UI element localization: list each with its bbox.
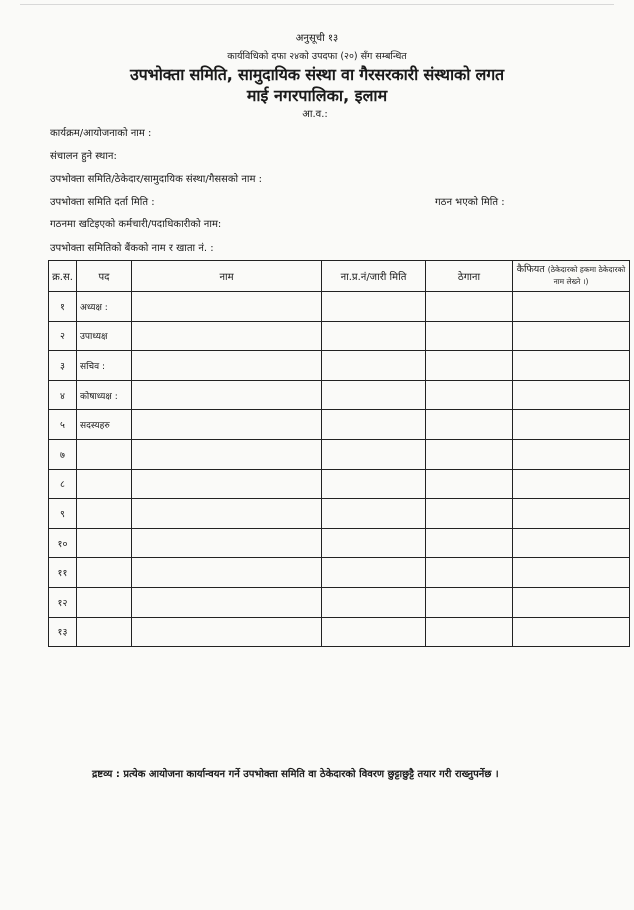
row-address-cell bbox=[426, 469, 513, 499]
row-name-cell bbox=[132, 321, 322, 351]
row-serial: १ bbox=[49, 292, 77, 322]
row-serial: ८ bbox=[49, 469, 77, 499]
col-header-remarks bbox=[513, 261, 630, 292]
row-address-cell bbox=[426, 617, 513, 647]
row-serial: ५ bbox=[49, 410, 77, 440]
row-name-cell bbox=[132, 528, 322, 558]
row-name-cell bbox=[132, 410, 322, 440]
formation-date-field: गठन भएको मिति : bbox=[435, 197, 505, 208]
row-name-cell bbox=[132, 292, 322, 322]
row-address-cell bbox=[426, 587, 513, 617]
committee-name-field: उपभोक्ता समिति/ठेकेदार/सामुदायिक संस्था/गैससको नाम : bbox=[50, 174, 262, 185]
row-name-cell bbox=[132, 499, 322, 529]
row-remarks-cell bbox=[513, 380, 630, 410]
col-header-citizenship: ना.प्र.नं/जारी मिति bbox=[322, 261, 426, 292]
fiscal-year-label: आ.व.: bbox=[302, 109, 328, 120]
row-citizenship-cell bbox=[322, 469, 426, 499]
row-citizenship-cell bbox=[322, 351, 426, 381]
row-position: कोषाध्यक्ष : bbox=[77, 380, 132, 410]
col-header-address: ठेगाना bbox=[426, 261, 513, 292]
row-position bbox=[77, 469, 132, 499]
table-row bbox=[49, 528, 630, 558]
row-citizenship-cell bbox=[322, 587, 426, 617]
row-serial: ३ bbox=[49, 351, 77, 381]
program-name-field: कार्यक्रम/आयोजनाको नाम : bbox=[50, 128, 152, 139]
row-address-cell bbox=[426, 558, 513, 588]
row-remarks-cell bbox=[513, 321, 630, 351]
row-remarks-cell bbox=[513, 469, 630, 499]
row-remarks-cell bbox=[513, 587, 630, 617]
table-row bbox=[49, 469, 630, 499]
table-row bbox=[49, 617, 630, 647]
col-header-sn: क्र.स. bbox=[49, 261, 77, 292]
row-serial: ७ bbox=[49, 439, 77, 469]
remarks-label: कैफियत bbox=[516, 264, 545, 275]
row-citizenship-cell bbox=[322, 410, 426, 440]
row-position bbox=[77, 439, 132, 469]
table-row bbox=[49, 351, 630, 381]
row-name-cell bbox=[132, 469, 322, 499]
row-remarks-cell bbox=[513, 528, 630, 558]
row-serial: ११ bbox=[49, 558, 77, 588]
row-name-cell bbox=[132, 617, 322, 647]
row-remarks-cell bbox=[513, 351, 630, 381]
rule-reference: कार्यविधिको दफा २४को उपदफा (२०) सँग सम्बन्धित bbox=[227, 51, 407, 62]
table-row bbox=[49, 410, 630, 440]
row-citizenship-cell bbox=[322, 528, 426, 558]
row-position bbox=[77, 499, 132, 529]
col-header-name: नाम bbox=[132, 261, 322, 292]
annex-label: अनुसूची १३ bbox=[295, 33, 339, 44]
table-row bbox=[49, 558, 630, 588]
row-position: उपाध्यक्ष bbox=[77, 321, 132, 351]
top-edge-line bbox=[20, 4, 614, 5]
municipality-title: माई नगरपालिका, इलाम bbox=[246, 86, 388, 105]
row-name-cell bbox=[132, 380, 322, 410]
row-address-cell bbox=[426, 528, 513, 558]
row-remarks-cell bbox=[513, 410, 630, 440]
form-title: उपभोक्ता समिति, सामुदायिक संस्था वा गैरसरकारी संस्थाको लगत bbox=[130, 65, 504, 84]
table-row bbox=[49, 292, 630, 322]
table-row bbox=[49, 321, 630, 351]
table-row bbox=[49, 439, 630, 469]
row-remarks-cell bbox=[513, 439, 630, 469]
row-name-cell bbox=[132, 558, 322, 588]
row-position bbox=[77, 617, 132, 647]
row-position bbox=[77, 587, 132, 617]
row-remarks-cell bbox=[513, 558, 630, 588]
row-citizenship-cell bbox=[322, 380, 426, 410]
table-row bbox=[49, 380, 630, 410]
row-citizenship-cell bbox=[322, 439, 426, 469]
row-position bbox=[77, 528, 132, 558]
row-serial: २ bbox=[49, 321, 77, 351]
row-name-cell bbox=[132, 587, 322, 617]
remarks-subnote: (ठेकेदारको हकमा ठेकेदारको नाम लेख्ने ।) bbox=[547, 265, 626, 286]
row-citizenship-cell bbox=[322, 292, 426, 322]
row-address-cell bbox=[426, 351, 513, 381]
row-address-cell bbox=[426, 499, 513, 529]
row-address-cell bbox=[426, 292, 513, 322]
row-citizenship-cell bbox=[322, 499, 426, 529]
row-address-cell bbox=[426, 380, 513, 410]
row-remarks-cell bbox=[513, 292, 630, 322]
row-citizenship-cell bbox=[322, 321, 426, 351]
table-row bbox=[49, 499, 630, 529]
row-address-cell bbox=[426, 410, 513, 440]
row-name-cell bbox=[132, 351, 322, 381]
row-serial: १३ bbox=[49, 617, 77, 647]
col-header-position: पद bbox=[77, 261, 132, 292]
row-remarks-cell bbox=[513, 499, 630, 529]
row-position: सदस्यहरु bbox=[77, 410, 132, 440]
row-address-cell bbox=[426, 439, 513, 469]
row-serial: ४ bbox=[49, 380, 77, 410]
bank-account-field: उपभोक्ता समितिको बैंकको नाम र खाता नं. : bbox=[50, 243, 214, 254]
row-citizenship-cell bbox=[322, 558, 426, 588]
row-serial: १० bbox=[49, 528, 77, 558]
row-remarks-cell bbox=[513, 617, 630, 647]
row-position bbox=[77, 558, 132, 588]
committee-members-table bbox=[48, 260, 630, 647]
row-address-cell bbox=[426, 321, 513, 351]
table-header-row bbox=[49, 261, 630, 292]
footnote: द्रष्टव्य : प्रत्येक आयोजना कार्यान्वयन गर्ने उपभोक्ता समिति वा ठेकेदारको विवरण छुट्टाछुट्टै तयार गरी राख्नुपर्नेछ । bbox=[92, 769, 499, 780]
staff-deputed-field: गठनमा खटिइएको कर्मचारी/पदाधिकारीको नाम: bbox=[50, 219, 222, 230]
row-serial: ९ bbox=[49, 499, 77, 529]
operation-place-field: संचालन हुने स्थान: bbox=[50, 151, 117, 162]
row-name-cell bbox=[132, 439, 322, 469]
row-citizenship-cell bbox=[322, 617, 426, 647]
table-row bbox=[49, 587, 630, 617]
row-position: अध्यक्ष : bbox=[77, 292, 132, 322]
row-serial: १२ bbox=[49, 587, 77, 617]
row-position: सचिव : bbox=[77, 351, 132, 381]
registration-date-field: उपभोक्ता समिति दर्ता मिति : bbox=[50, 197, 155, 208]
